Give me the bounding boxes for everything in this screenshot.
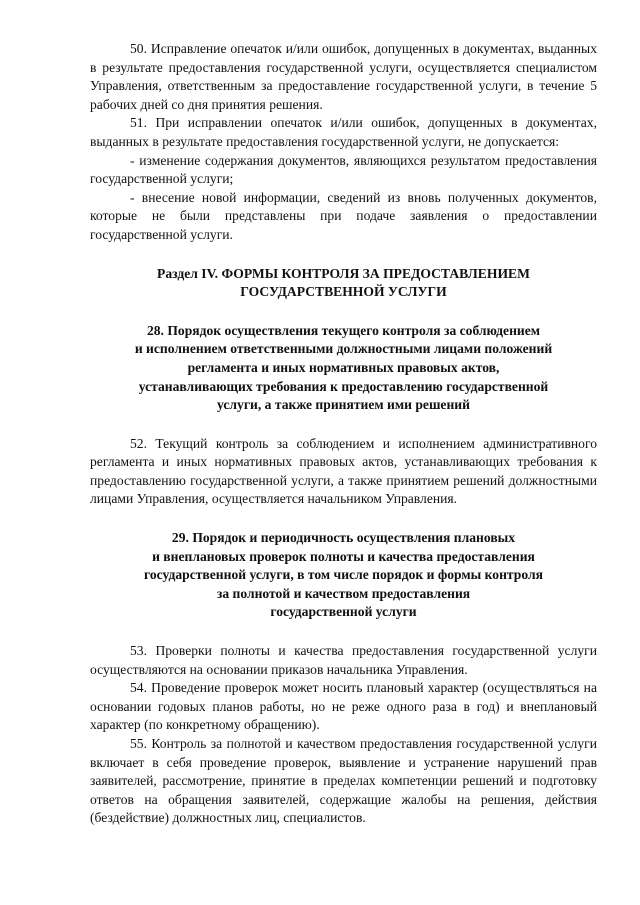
subheading-28-line: и исполнением ответственными должностными лицами положений <box>134 341 553 357</box>
section-heading <box>90 265 597 302</box>
paragraph-55: 55. Контроль за полнотой и качеством предоставления государственной услуги включает в себя проведение проверок, выявление и устранение нарушений прав заявителей, рассмотрение, принятие в пределах компетенции решений и подготовку ответов на обращения заявителей, содержащие жалобы на решения, действия (бездействие) должностных лиц, специалистов. <box>90 736 597 826</box>
subheading-29-line: государственной услуги <box>270 604 417 620</box>
section-heading-line: ГОСУДАРСТВЕННОЙ УСЛУГИ <box>240 284 447 300</box>
paragraph-53: 53. Проверки полноты и качества предоставления государственной услуги осуществляются на основании приказов начальника Управления. <box>90 643 597 677</box>
subheading-29-line: государственной услуги, в том числе порядок и формы контроля <box>144 567 543 583</box>
subheading-29-line: и внеплановых проверок полноты и качества предоставления <box>152 548 535 564</box>
subheading-29-line: за полнотой и качеством предоставления <box>216 585 471 601</box>
paragraph-51-item-2: - внесение новой информации, сведений из вновь полученных документов, которые не были представлены при подаче заявления о предоставлении государственной услуги. <box>90 189 597 242</box>
subheading-29 <box>90 529 597 622</box>
subheading-28-line: регламента и иных нормативных правовых актов, <box>187 359 500 375</box>
subheading-28-line: услуги, а также принятием ими решений <box>217 397 470 413</box>
subheading-29-line: 29. Порядок и периодичность осуществления плановых <box>171 530 516 546</box>
document-page <box>90 40 597 828</box>
subheading-28-line: 28. Порядок осуществления текущего контроля за соблюдением <box>146 322 541 338</box>
paragraph-52: 52. Текущий контроль за соблюдением и исполнением административного регламента и иных нормативных правовых актов, устанавливающих требования к предоставлению государственной услуги, а также принятием решений должностными лицами Управления, осуществляется начальником Управления. <box>90 435 597 507</box>
paragraph-54: 54. Проведение проверок может носить плановый характер (осуществляться на основании годовых планов работы, но не реже одного раза в год) и внеплановый характер (по конкретному обращению). <box>90 680 597 733</box>
subheading-28-line: устанавливающих требования к предоставлению государственной <box>138 378 549 394</box>
subheading-28 <box>90 322 597 415</box>
section-heading-line: Раздел IV. ФОРМЫ КОНТРОЛЯ ЗА ПРЕДОСТАВЛЕНИЕМ <box>157 265 530 281</box>
paragraph-51-item-1: - изменение содержания документов, являющихся результатом предоставления государственной услуги; <box>90 152 597 187</box>
paragraph-50: 50. Исправление опечаток и/или ошибок, допущенных в документах, выданных в результате предоставления государственной услуги, осуществляется специалистом Управления, ответственным за предоставление государственной услуги, в течение 5 рабочих дней со дня принятия решения. <box>90 41 597 112</box>
paragraph-51: 51. При исправлении опечаток и/или ошибок, допущенных в документах, выданных в результате предоставления государственной услуги, не допускается: <box>90 115 597 149</box>
